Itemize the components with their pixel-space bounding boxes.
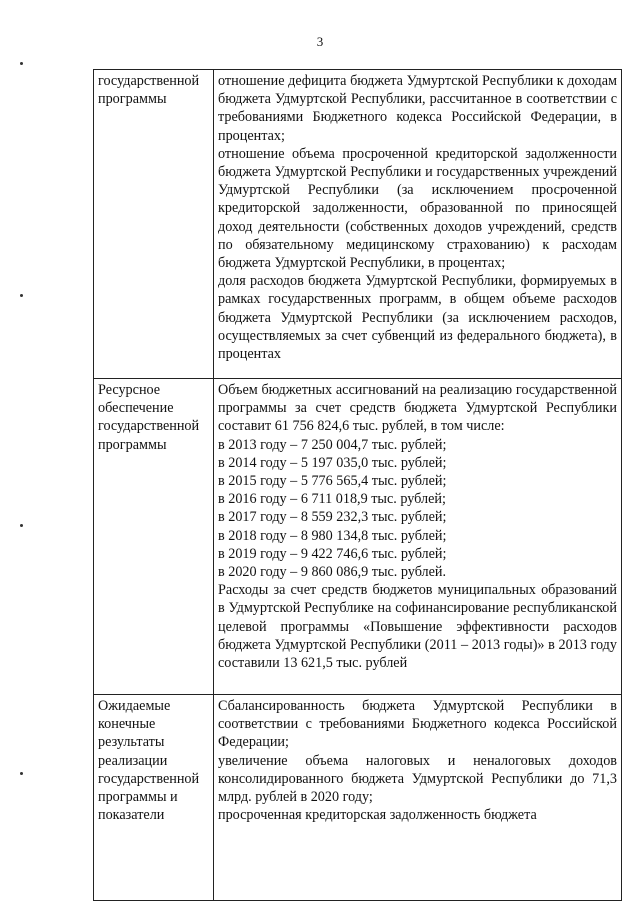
funding-intro: Объем бюджетных ассигнований на реализацию государственной программы за счет средств бюджета Удмуртской Республики составит 61 756 824,6 тыс. рублей, в том числе:	[218, 382, 617, 435]
funding-year-line: в 2015 году – 5 776 565,4 тыс. рублей;	[218, 473, 447, 490]
margin-mark-dot	[20, 524, 23, 527]
result-text: Сбалансированность бюджета Удмуртской Республики в соответствии с требованиями Бюджетного кодекса Российской Федерации;	[218, 698, 617, 751]
program-passport-table	[93, 69, 622, 901]
funding-outro: Расходы за счет средств бюджетов муниципальных образований в Удмуртской Республике на софинансирование республиканской целевой программы «Повышение эффективности расходов бюджета Удмуртской Республики (2011 – 2013 годы)» в 2013 году составили 13 621,5 тыс. рублей	[218, 582, 617, 672]
row-label: государственной программы	[94, 70, 214, 379]
table-row	[94, 695, 622, 901]
indicator-text: доля расходов бюджета Удмуртской Республики, формируемых в рамках государственных программ, в общем объеме расходов бюджета Удмуртской Республики (за исключением расходов, осуществляемых за счет субвенций из федерального бюджета), в процентах	[218, 273, 617, 363]
funding-year-line: в 2019 году – 9 422 746,6 тыс. рублей;	[218, 545, 447, 562]
row-label: Ожидаемые конечные результаты реализации государственной программы и показатели	[94, 695, 214, 901]
funding-year-line: в 2017 году – 8 559 232,3 тыс. рублей;	[218, 509, 447, 526]
margin-mark-dot	[20, 294, 23, 297]
row-content	[214, 379, 622, 695]
funding-year-line: в 2016 году – 6 711 018,9 тыс. рублей;	[218, 491, 446, 508]
table-row	[94, 70, 622, 379]
row-content	[214, 695, 622, 901]
page-number: 3	[316, 34, 324, 49]
funding-year-line: в 2013 году – 7 250 004,7 тыс. рублей;	[218, 436, 447, 453]
funding-year-line: в 2018 году – 8 980 134,8 тыс. рублей;	[218, 527, 447, 544]
funding-year-line: в 2014 году – 5 197 035,0 тыс. рублей;	[218, 454, 447, 471]
indicator-text: отношение дефицита бюджета Удмуртской Республики к доходам бюджета Удмуртской Республики, рассчитанное в соответствии с требованиями Бюджетного кодекса Российской Федерации, в процентах;	[218, 73, 617, 144]
table-row	[94, 379, 622, 695]
margin-mark-dot	[20, 772, 23, 775]
row-content	[214, 70, 622, 379]
indicator-text: отношение объема просроченной кредиторской задолженности бюджета Удмуртской Республики и государственных учреждений Удмуртской Республики (за исключением просроченной кредиторской задолженности, образованной по приносящей доход деятельности (собственных доходов учреждений, средств по обязательному медицинскому страхованию) к расходам бюджета Удмуртской Республики, в процентах;	[218, 145, 617, 272]
result-text: увеличение объема налоговых и неналоговых доходов консолидированного бюджета Удмуртской Республики до 71,3 млрд. рублей в 2020 году;	[218, 752, 617, 806]
margin-mark-dot	[20, 62, 23, 65]
result-text: просроченная кредиторская задолженность бюджета	[218, 807, 537, 824]
funding-year-line: в 2020 году – 9 860 086,9 тыс. рублей.	[218, 564, 447, 581]
row-label: Ресурсное обеспечение государственной программы	[94, 379, 214, 695]
